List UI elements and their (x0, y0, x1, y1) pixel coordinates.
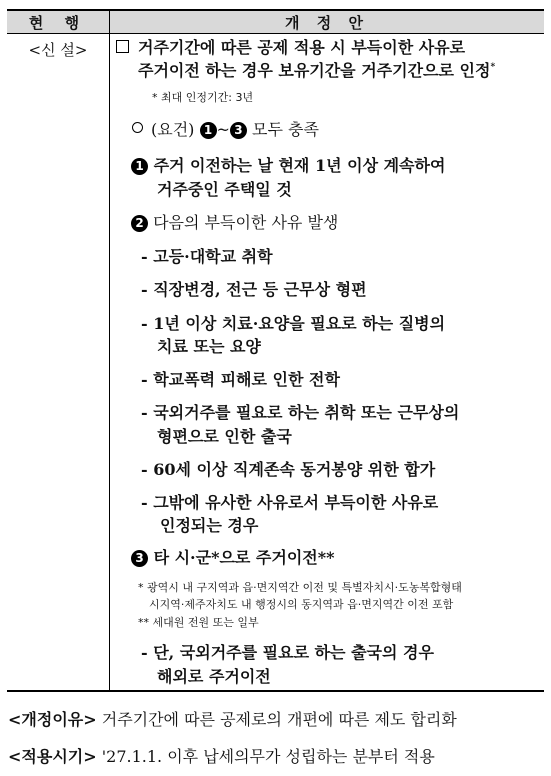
cond1-line1: 1 주거 이전하는 날 현재 1년 이상 계속하여 (131, 153, 445, 176)
exception-line2: 해외로 주거이전 (157, 667, 271, 686)
reason-item: - 학교폭력 피해로 인한 전학 (141, 370, 340, 389)
title-line2: 주거이전 하는 경우 보유기간을 거주기간으로 인정* (138, 61, 496, 80)
reason-item: - 직장변경, 전근 등 근무상 형편 (141, 280, 367, 299)
note-max-period: * 최대 인정기간: 3년 (152, 91, 254, 104)
reason-item: - 고등·대학교 취학 (141, 247, 273, 266)
requirement-line: (요건) 1 ~ 3 모두 충족 (151, 120, 319, 139)
marker-3-icon: 3 (230, 122, 247, 139)
marker-2-icon: 2 (131, 215, 148, 232)
revision-reason-text: 거주기간에 따른 공제로의 개편에 따른 제도 합리화 (101, 710, 457, 729)
title-line1: 거주기간에 따른 공제 적용 시 부득이한 사유로 (138, 38, 466, 57)
revision-reason (8, 707, 457, 730)
current-cell: <신 설> (28, 41, 88, 59)
reason-item-cont: 치료 또는 요양 (157, 337, 261, 356)
reason-item-cont: 형편으로 인한 출국 (157, 427, 292, 446)
exception-line1: - 단, 국외거주를 필요로 하는 출국의 경우 (141, 643, 434, 662)
marker-1-icon: 1 (200, 122, 217, 139)
reason-item-cont: 인정되는 경우 (160, 516, 259, 535)
table-header (7, 11, 544, 34)
note-region-line1: * 광역시 내 구지역과 읍·면지역간 이전 및 특별자치시·도농복합형태 (138, 581, 462, 594)
cond3-line: 3 타 시·군*으로 주거이전** (131, 545, 335, 568)
note-region-line2: 시지역·제주자치도 내 행정시의 동지역과 읍·면지역간 이전 포함 (149, 598, 454, 611)
revision-reason-label: <개정이유> (8, 710, 97, 729)
note-household: ** 세대원 전원 또는 일부 (138, 616, 259, 629)
effective-date (8, 744, 435, 767)
reason-item: - 1년 이상 치료·요양을 필요로 하는 질병의 (141, 314, 446, 333)
cond2-line: 2 다음의 부득이한 사유 발생 (131, 210, 338, 233)
marker-1-icon: 1 (131, 158, 148, 175)
reason-item: - 60세 이상 직계존속 동거봉양 위한 합가 (141, 460, 436, 479)
reason-item: - 국외거주를 필요로 하는 취학 또는 근무상의 (141, 403, 460, 422)
header-revised: 개 정 안 (285, 14, 369, 32)
header-current: 현 행 (28, 14, 88, 32)
checkbox-square-icon (116, 40, 129, 53)
circle-bullet-icon (132, 122, 143, 133)
column-divider (109, 11, 110, 690)
effective-date-text: '27.1.1. 이후 납세의무가 성립하는 분부터 적용 (101, 747, 435, 766)
effective-date-label: <적용시기> (8, 747, 97, 766)
cond1-line2: 거주중인 주택일 것 (157, 180, 292, 199)
reason-item: - 그밖에 유사한 사유로서 부득이한 사유로 (141, 493, 439, 512)
marker-3-icon: 3 (131, 550, 148, 567)
